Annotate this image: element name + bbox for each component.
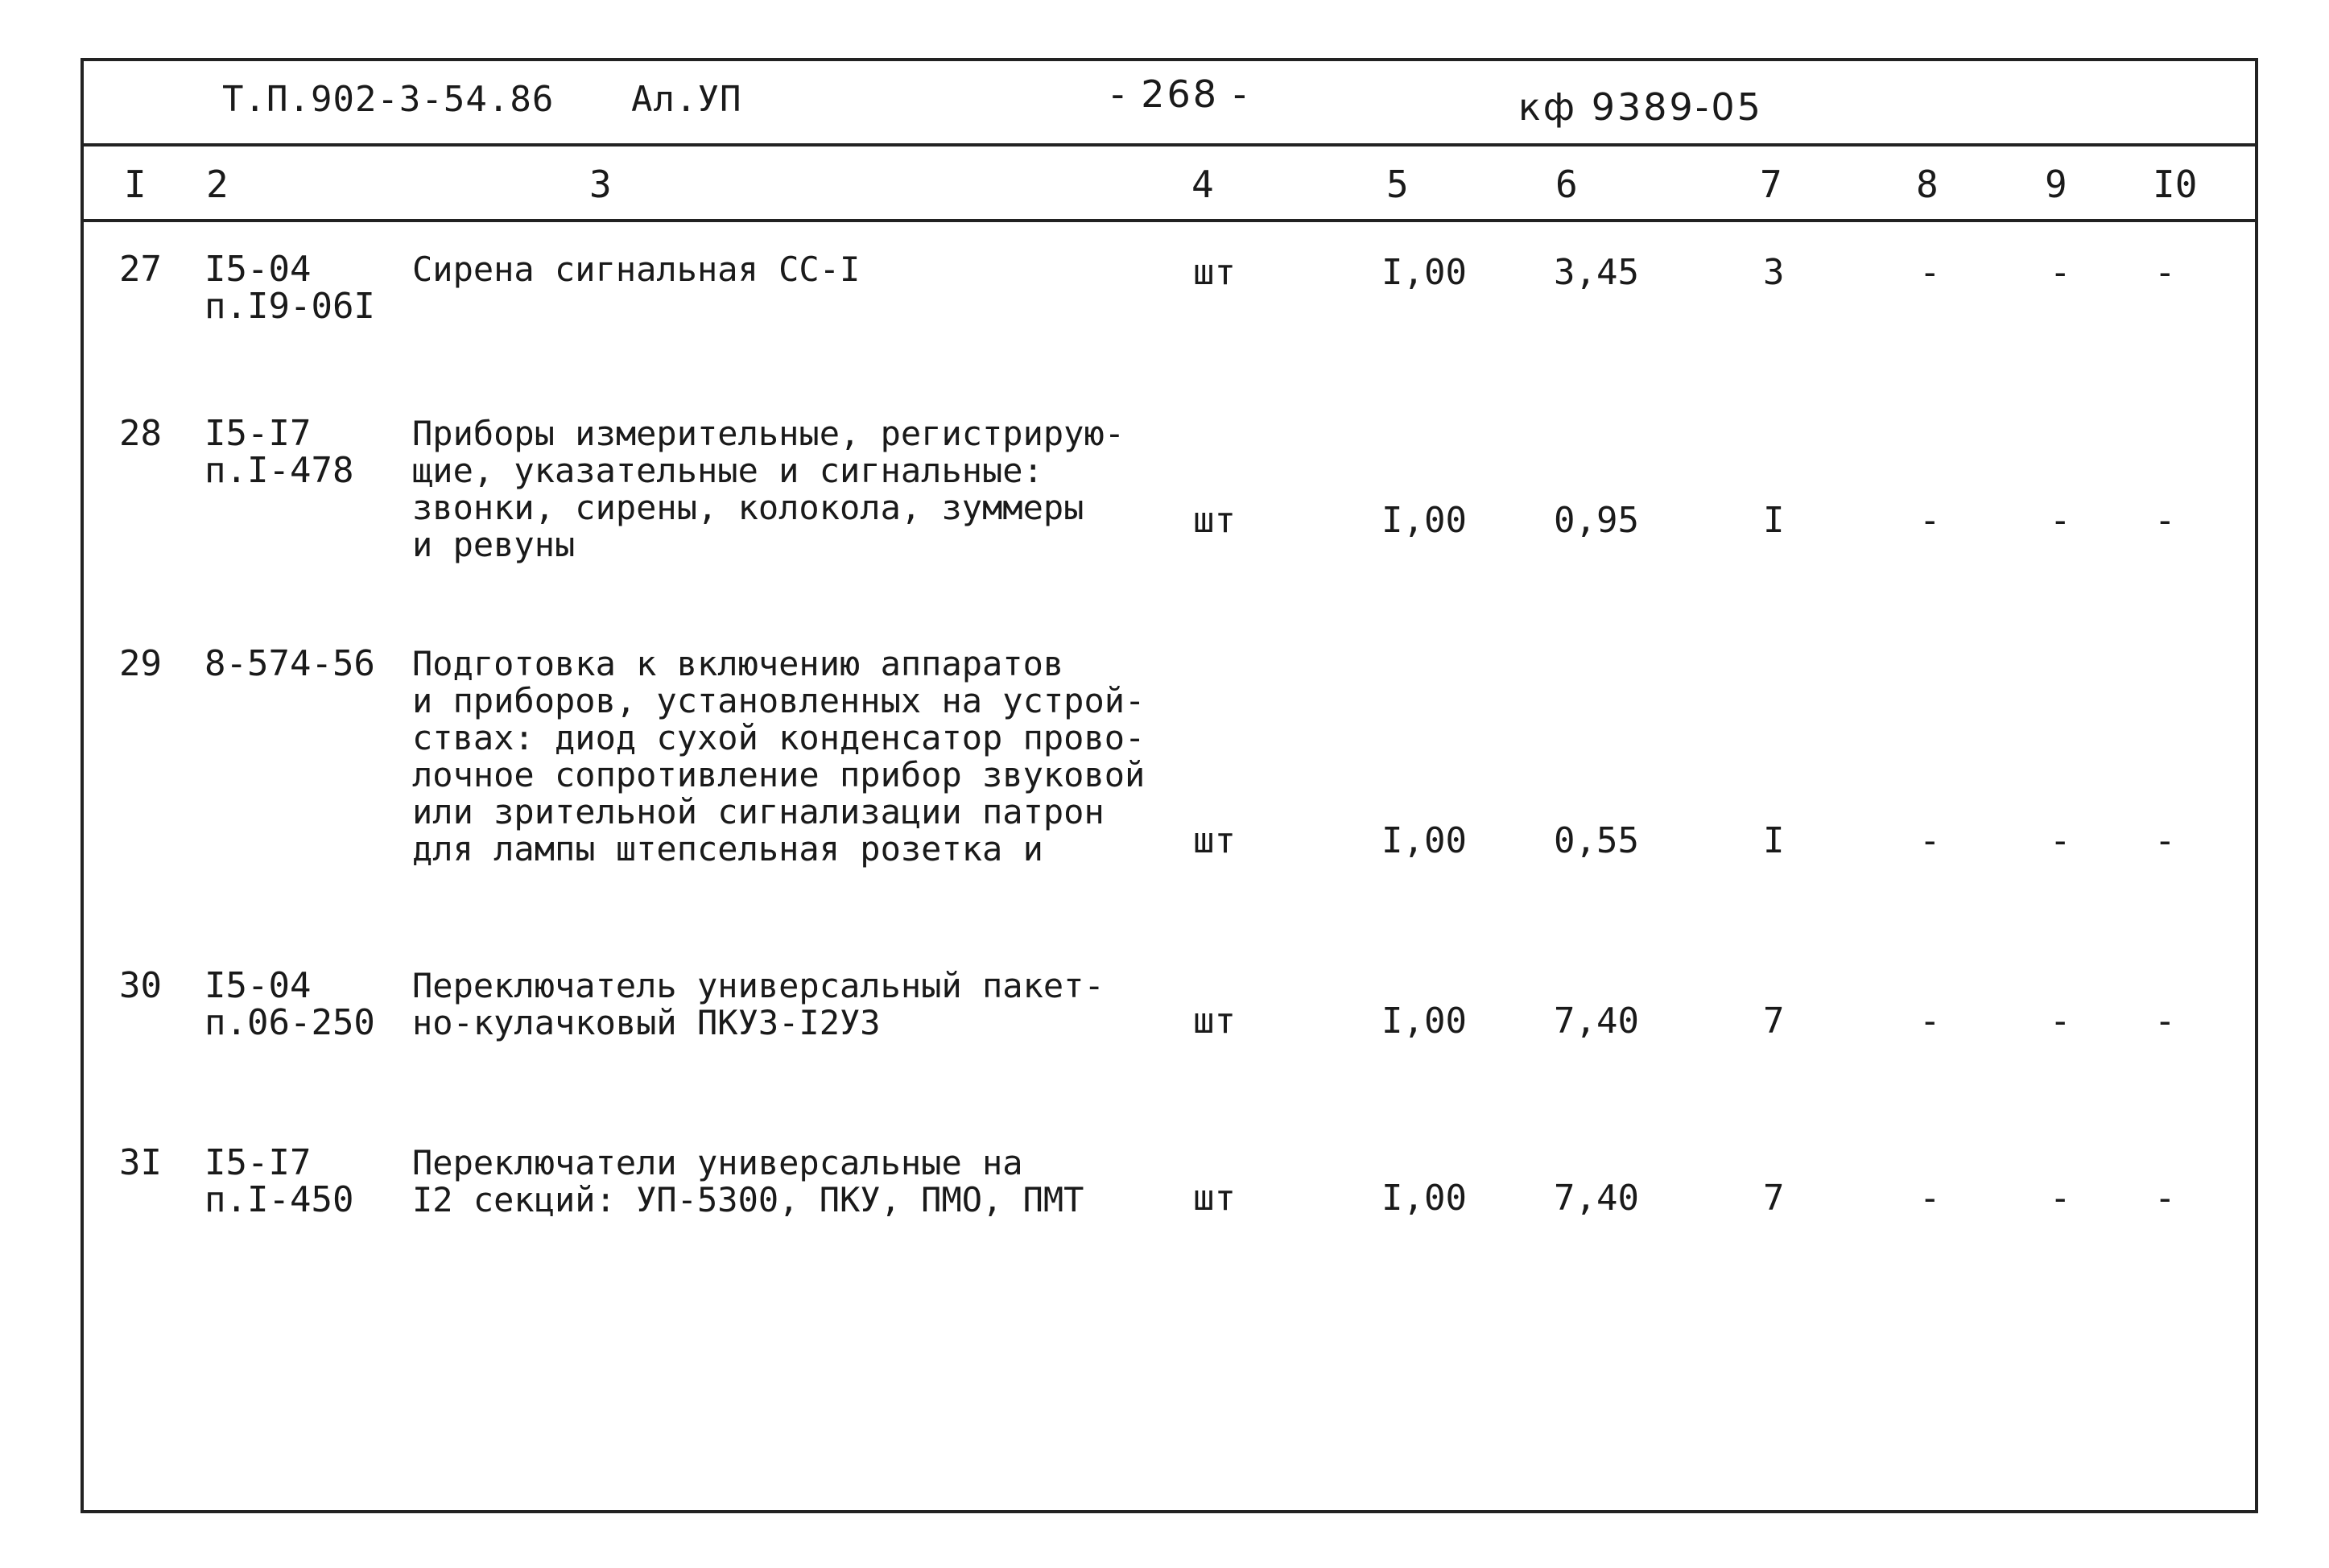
row-norm: 0,55 xyxy=(1554,820,1639,861)
row-col10: - xyxy=(2154,1178,2176,1219)
row-code-line: I5-04 xyxy=(204,965,312,1006)
col-header-1: I xyxy=(124,163,147,206)
col-header-4: 4 xyxy=(1191,163,1214,206)
row-col9: - xyxy=(2050,1001,2071,1042)
row-norm: 0,95 xyxy=(1554,500,1639,541)
row-col9: - xyxy=(2050,500,2071,541)
row-code-line: I5-I7 xyxy=(204,1142,312,1183)
row-description-line: но-кулачковый ПКУЗ-I2УЗ xyxy=(412,1003,881,1042)
row-description-line: I2 секций: УП-5300, ПКУ, ПМО, ПМТ xyxy=(412,1180,1084,1219)
row-description-line: Приборы измерительные, регистрирую- xyxy=(412,414,1125,453)
col-header-9: 9 xyxy=(2045,163,2067,206)
row-description-line: лочное сопротивление прибор звуковой xyxy=(412,755,1146,794)
row-col10: - xyxy=(2154,500,2176,541)
column-header-divider xyxy=(84,219,2255,222)
row-norm: 7,40 xyxy=(1554,1178,1639,1219)
row-code-line: п.06-250 xyxy=(204,1002,375,1043)
row-quantity: I,00 xyxy=(1381,252,1467,293)
row-description-line: и ревуны xyxy=(412,525,576,564)
col-header-8: 8 xyxy=(1916,163,1939,206)
row-description-line: Переключатель универсальный пакет- xyxy=(412,966,1105,1005)
row-col8: - xyxy=(1919,500,1941,541)
row-unit: шт xyxy=(1193,1001,1236,1042)
col-header-2: 2 xyxy=(206,163,229,206)
col-header-5: 5 xyxy=(1386,163,1409,206)
row-number: 30 xyxy=(119,965,162,1006)
row-unit: шт xyxy=(1193,1178,1236,1219)
row-quantity: I,00 xyxy=(1381,500,1467,541)
row-total: 7 xyxy=(1763,1178,1785,1219)
row-code-line: I5-I7 xyxy=(204,413,312,454)
col-header-10: I0 xyxy=(2153,163,2198,206)
row-col9: - xyxy=(2050,820,2071,861)
row-col8: - xyxy=(1919,1001,1941,1042)
row-code-line: I5-04 xyxy=(204,249,312,290)
row-unit: шт xyxy=(1193,820,1236,861)
row-unit: шт xyxy=(1193,500,1236,541)
title-divider xyxy=(84,143,2255,146)
row-description-line: Переключатели универсальные на xyxy=(412,1143,1023,1182)
stamp-code: кф 9389-05 xyxy=(1518,85,1763,129)
row-total: I xyxy=(1763,820,1785,861)
doc-code: Т.П.902-3-54.86 xyxy=(222,79,555,120)
row-col8: - xyxy=(1919,820,1941,861)
row-col10: - xyxy=(2154,1001,2176,1042)
document-sheet xyxy=(81,58,2258,1513)
row-description-line: для лампы штепсельная розетка и xyxy=(412,829,1043,869)
row-description-line: Подготовка к включению аппаратов xyxy=(412,644,1064,683)
row-norm: 3,45 xyxy=(1554,252,1639,293)
row-number: 27 xyxy=(119,249,162,290)
row-unit: шт xyxy=(1193,252,1236,293)
row-number: 29 xyxy=(119,643,162,684)
col-header-3: 3 xyxy=(589,163,612,206)
row-number: 28 xyxy=(119,413,162,454)
row-quantity: I,00 xyxy=(1381,1001,1467,1042)
row-norm: 7,40 xyxy=(1554,1001,1639,1042)
row-description-line: ствах: диод сухой конденсатор прово- xyxy=(412,718,1146,757)
row-code-line: п.I9-06I xyxy=(204,286,375,327)
album-label: Ал.УП xyxy=(631,79,742,120)
row-col10: - xyxy=(2154,252,2176,293)
row-description-line: и приборов, установленных на устрой- xyxy=(412,681,1146,720)
row-code-line: п.I-478 xyxy=(204,450,354,491)
col-header-7: 7 xyxy=(1760,163,1782,206)
row-total: 7 xyxy=(1763,1001,1785,1042)
row-col9: - xyxy=(2050,1178,2071,1219)
row-description-line: щие, указательные и сигнальные: xyxy=(412,451,1043,490)
row-description-line: звонки, сирены, колокола, зуммеры xyxy=(412,488,1084,527)
row-quantity: I,00 xyxy=(1381,1178,1467,1219)
row-total: I xyxy=(1763,500,1785,541)
page-number: - 268 - xyxy=(1111,72,1249,116)
row-description-line: Сирена сигнальная СС-I xyxy=(412,250,861,289)
row-col9: - xyxy=(2050,252,2071,293)
row-code-line: 8-574-56 xyxy=(204,643,375,684)
row-col8: - xyxy=(1919,252,1941,293)
row-col8: - xyxy=(1919,1178,1941,1219)
row-code-line: п.I-450 xyxy=(204,1179,354,1220)
row-quantity: I,00 xyxy=(1381,820,1467,861)
row-total: 3 xyxy=(1763,252,1785,293)
row-number: 3I xyxy=(119,1142,162,1183)
row-col10: - xyxy=(2154,820,2176,861)
col-header-6: 6 xyxy=(1555,163,1578,206)
row-description-line: или зрительной сигнализации патрон xyxy=(412,792,1105,831)
